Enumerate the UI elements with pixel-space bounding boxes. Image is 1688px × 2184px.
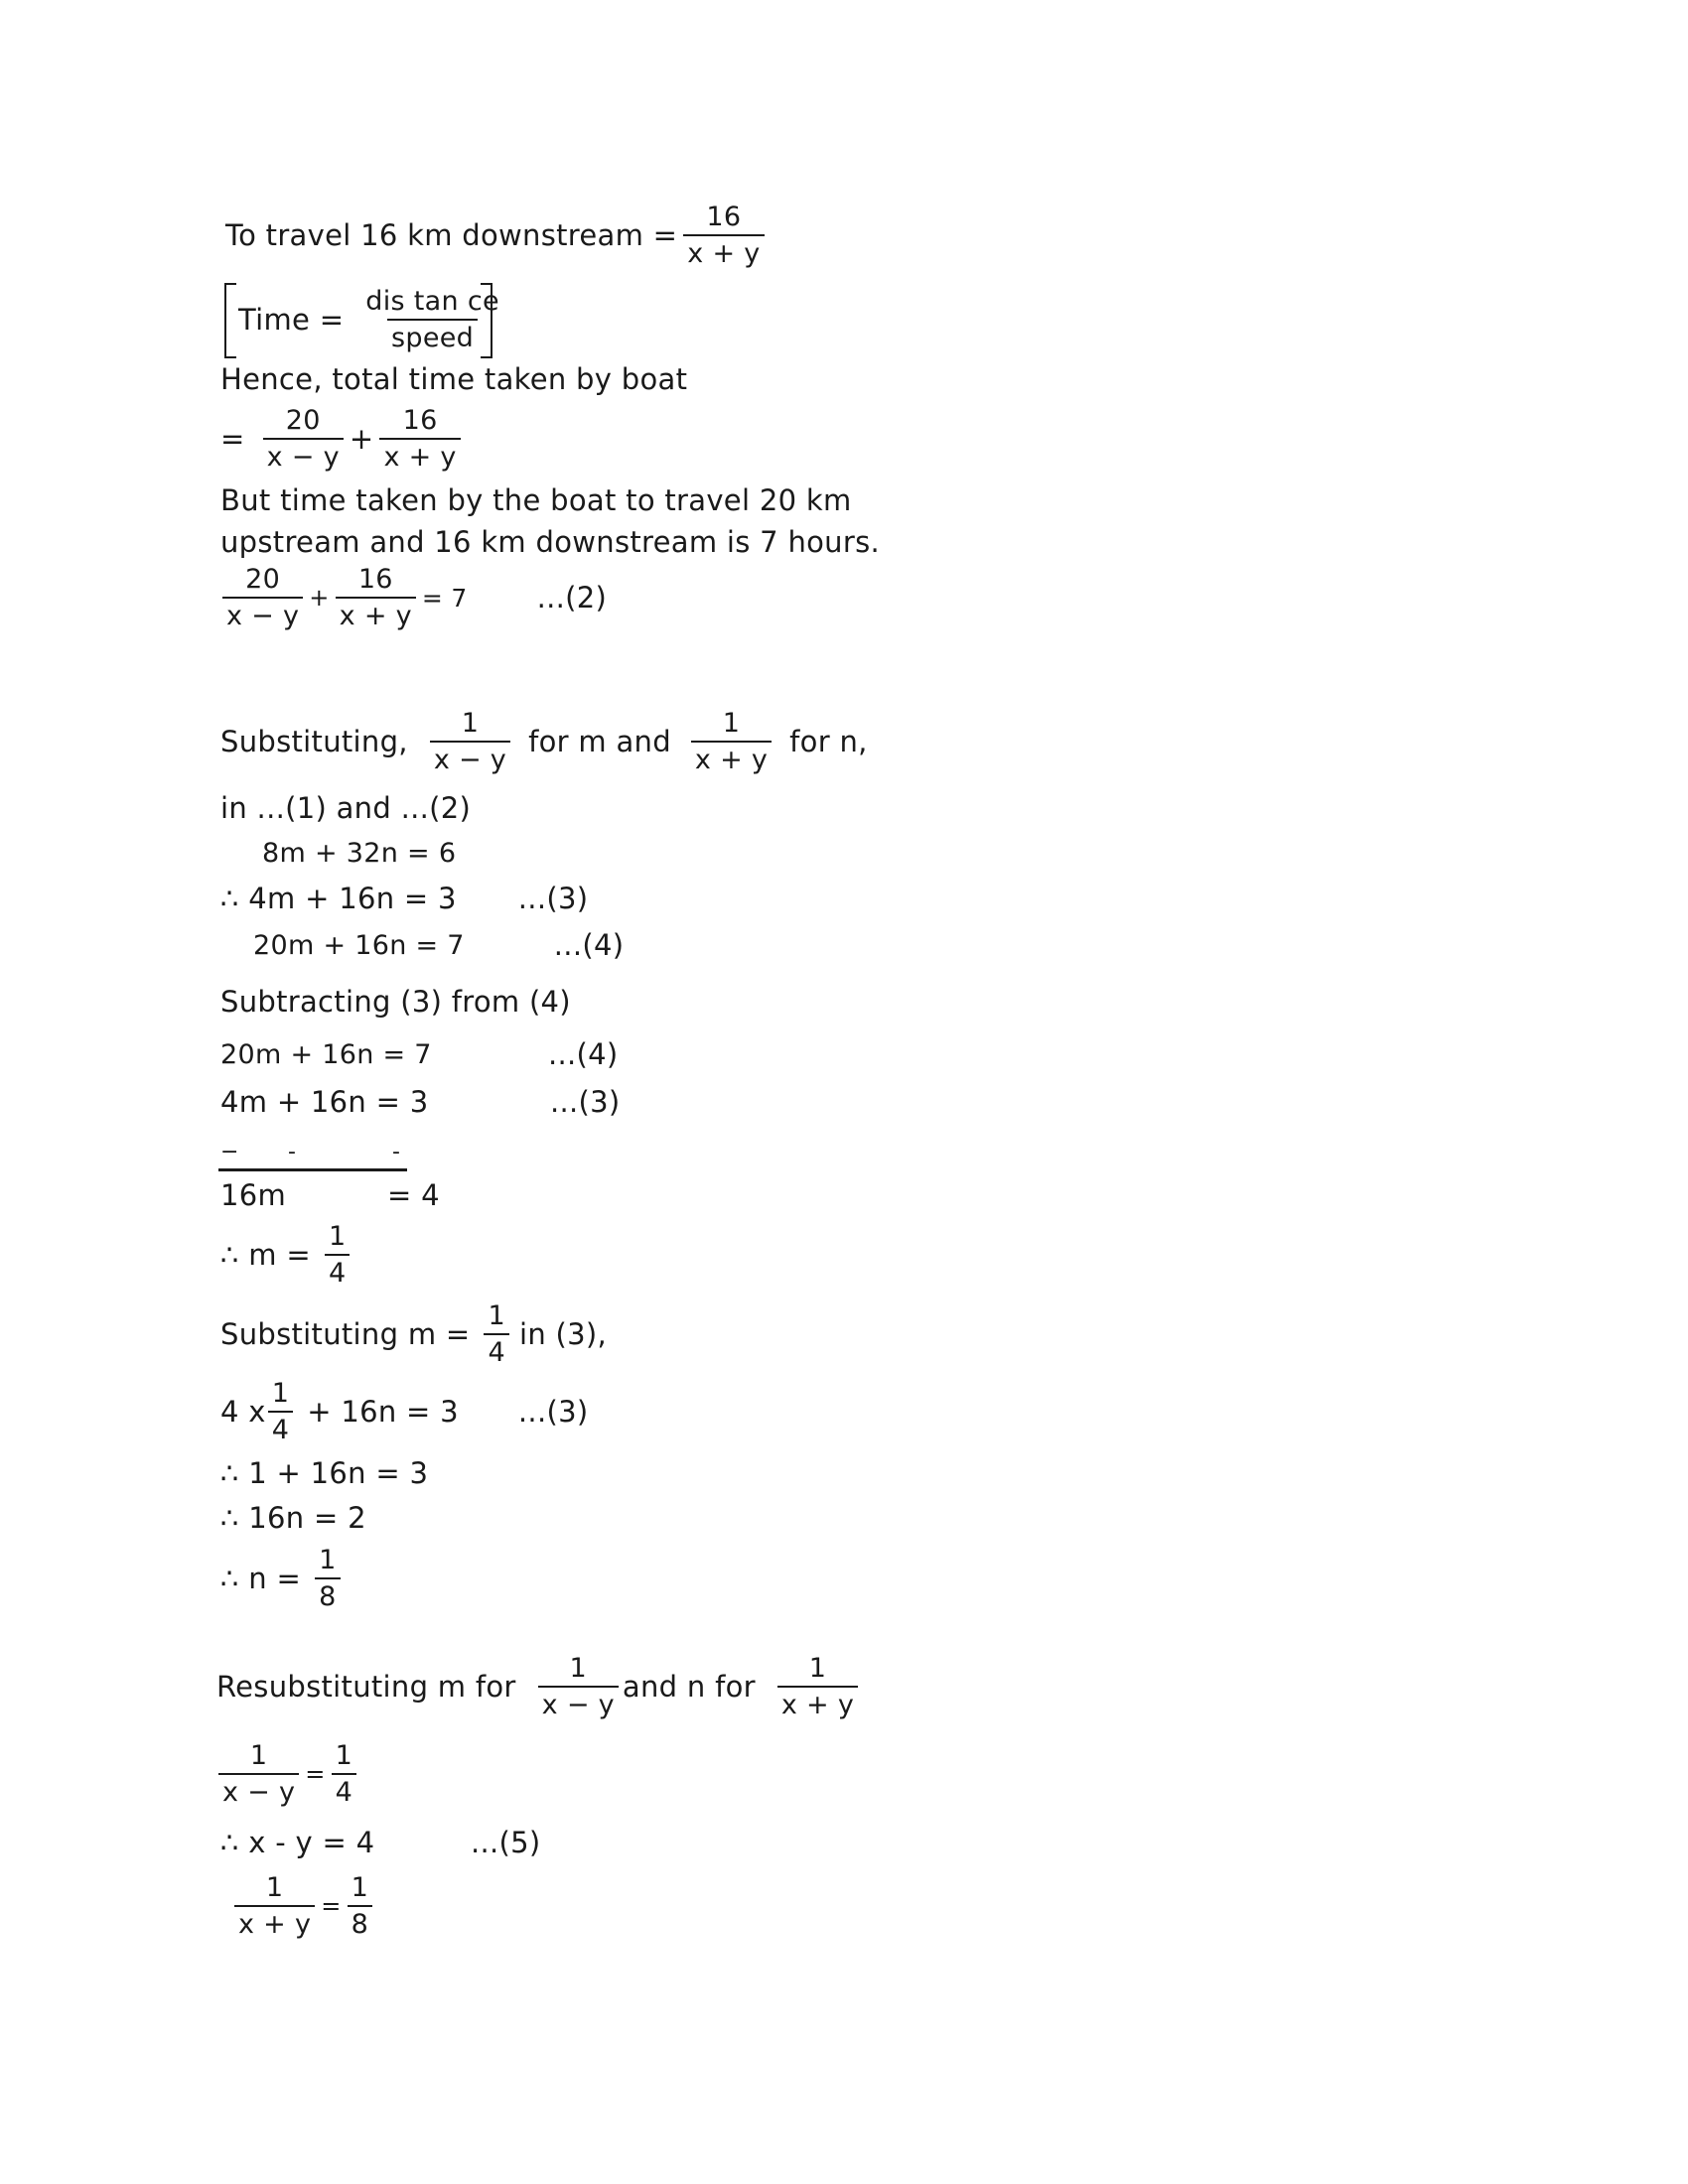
equals: = [321, 1892, 342, 1920]
equation-4 [253, 928, 625, 962]
substitution-statement [220, 710, 868, 773]
fraction: $\frac{1}{x + y}$ [691, 710, 772, 773]
fraction: $\frac{16}{x + y}$ [683, 204, 764, 267]
equation-tag: ...(5) [471, 1826, 541, 1859]
text: in (3), [518, 1316, 608, 1351]
text-line: upstream and 16 km downstream is 7 hours. [220, 525, 880, 559]
text: Substituting, [220, 724, 408, 758]
equation: 20m + 16n = 7 [220, 1039, 432, 1070]
total-time-equation [220, 407, 467, 471]
left-bracket [224, 283, 236, 358]
equation-tag: ...(2) [536, 580, 608, 614]
text: and n for [622, 1669, 756, 1704]
fraction: $\frac{1}{x + y}$ [234, 1874, 315, 1938]
fraction: $\frac{1}{4}$ [268, 1380, 293, 1443]
text-line: But time taken by the boat to travel 20 km [220, 483, 852, 517]
rhs: = 7 [421, 583, 468, 613]
text: 4 x [220, 1394, 266, 1429]
minus-sign: - [392, 1140, 401, 1164]
text: + 16n = 3 [307, 1394, 459, 1429]
resubstitution-statement [216, 1655, 864, 1718]
equation-5 [220, 1826, 541, 1859]
equation: ∴ 4m + 16n = 3 [220, 882, 457, 915]
time-formula [238, 288, 509, 351]
n-value [220, 1547, 347, 1610]
equation-line [218, 1742, 362, 1806]
plus: + [349, 421, 374, 456]
substituted-equation [220, 1380, 588, 1443]
result-line [220, 1178, 440, 1212]
minus-sign: − [220, 1140, 239, 1164]
fraction: $\frac{1}{4}$ [332, 1742, 356, 1806]
equals: = [220, 421, 245, 456]
equation-tag: ...(3) [517, 1394, 589, 1429]
text: Resubstituting m for [216, 1669, 516, 1704]
downstream-time-line [225, 204, 771, 267]
fraction: $\frac{1}{8}$ [315, 1547, 340, 1610]
equals: = [305, 1760, 326, 1788]
substitute-m-line [220, 1302, 607, 1366]
text: Time = [238, 302, 345, 337]
equation-2 [222, 566, 607, 629]
equation-tag: ...(4) [553, 928, 625, 962]
text-line: Subtracting (3) from (4) [220, 985, 571, 1019]
fraction: $\frac{16}{x + y}$ [336, 566, 416, 629]
fraction: $\frac{20}{x - y}$ [263, 407, 344, 471]
subtraction-signs [220, 1142, 400, 1163]
fraction: $\frac{1}{x - y}$ [538, 1655, 619, 1718]
equation-line [234, 1874, 378, 1938]
fraction: $\frac{1}{x + y}$ [777, 1655, 858, 1718]
plus: + [309, 584, 330, 612]
equation-tag: ...(3) [550, 1085, 621, 1119]
equation: ∴ x - y = 4 [220, 1826, 375, 1859]
text-line: in ...(1) and ...(2) [220, 791, 472, 825]
text-line: ∴ 1 + 16n = 3 [220, 1456, 429, 1490]
minus-sign: - [288, 1140, 297, 1164]
equation-4-repeat [220, 1037, 619, 1071]
fraction: $\frac{1}{8}$ [348, 1874, 372, 1938]
text-line: ∴ 16n = 2 [220, 1501, 366, 1535]
text: for m and [528, 724, 671, 758]
text: = 4 [387, 1178, 440, 1212]
fraction: $\frac{1}{x - y}$ [430, 710, 510, 773]
equation: 20m + 16n = 7 [253, 930, 465, 961]
equation: 4m + 16n = 3 [220, 1085, 429, 1119]
text: To travel 16 km downstream = [225, 217, 678, 252]
equation-3-repeat [220, 1085, 621, 1119]
subtraction-rule [218, 1168, 407, 1171]
equation-3 [220, 882, 589, 915]
equation-tag: ...(3) [517, 882, 589, 915]
equation-tag: ...(4) [548, 1037, 619, 1071]
text-line: Hence, total time taken by boat [220, 362, 688, 396]
fraction: $\frac{\text{dis tan ce}}{\text{speed}}$ [365, 286, 499, 353]
text: 16m [220, 1178, 287, 1212]
text: ∴ m = [220, 1237, 311, 1272]
equation-line: 8m + 32n = 6 [262, 838, 457, 869]
fraction: $\frac{1}{x - y}$ [218, 1742, 299, 1806]
fraction: $\frac{20}{x - y}$ [222, 566, 303, 629]
fraction: $\frac{1}{4}$ [325, 1223, 350, 1287]
fraction: $\frac{1}{4}$ [484, 1302, 508, 1366]
text: for n, [789, 724, 868, 758]
text: Substituting m = [220, 1316, 471, 1351]
fraction: $\frac{16}{x + y}$ [379, 407, 460, 471]
m-value [220, 1223, 355, 1287]
text: ∴ n = [220, 1561, 302, 1595]
